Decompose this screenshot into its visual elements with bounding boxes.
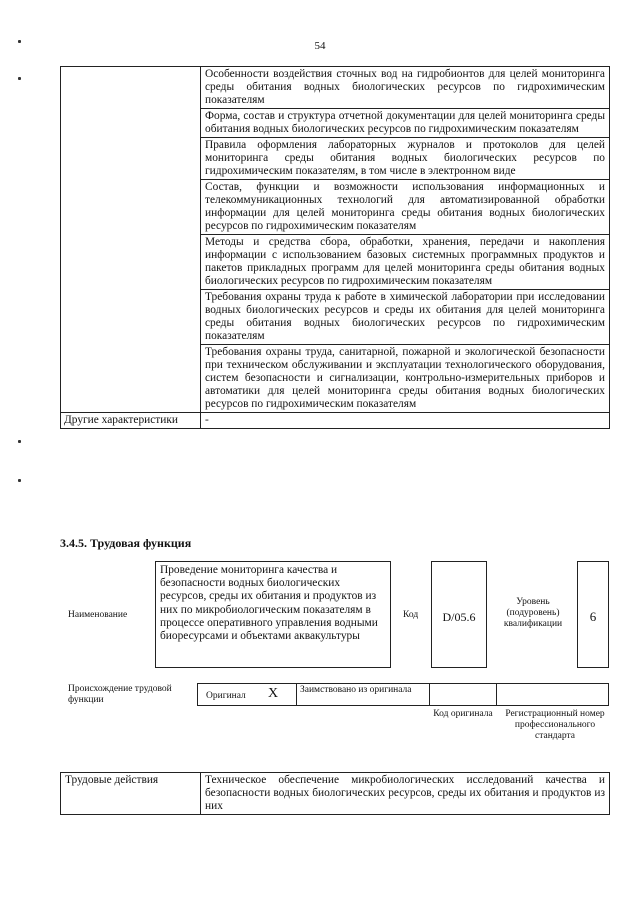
original-mark: X	[268, 686, 279, 701]
function-code-box: D/05.6	[431, 561, 487, 668]
original-label: Оригинал	[206, 691, 246, 701]
reg-number-cell	[496, 683, 609, 706]
table-cell: Форма, состав и структура отчетной документации для целей мониторинга среды обитания водных биологических ресурсов по гидрохимическим показателям	[201, 109, 610, 138]
table-row	[61, 413, 610, 429]
labor-actions-value: Техническое обеспечение микробиологических исследований качества и безопасности водных биологических ресурсов, среды их обитания и продуктов из них	[201, 773, 610, 815]
other-characteristics-value: -	[201, 413, 610, 429]
knowledge-table	[60, 66, 610, 429]
table-cell: Особенности воздействия сточных вод на гидробионтов для целей мониторинга среды обитания водных биологических ресурсов по гидрохимическим показателям	[201, 67, 610, 109]
scan-mark	[18, 440, 21, 443]
borrowed-label: Заимствовано из оригинала	[300, 685, 412, 695]
table-cell: Правила оформления лабораторных журналов и протоколов для целей мониторинга среды обитания водных биологических ресурсов по гидрохимическим показателям, в том числе в электронном виде	[201, 138, 610, 180]
labor-actions-table	[60, 772, 610, 815]
table-left-cell	[61, 67, 201, 413]
scan-mark	[18, 40, 21, 43]
section-title: 3.4.5. Трудовая функция	[60, 536, 192, 550]
function-name-box: Проведение мониторинга качества и безопасности водных биологических ресурсов, среды их обитания и продуктов из них по микробиологическим показателям в процессе оперативного управления водными биоресурсами и объектами аквакультуры	[155, 561, 391, 668]
code-label: Код	[403, 610, 419, 620]
scan-mark	[18, 77, 21, 80]
name-label: Наименование	[68, 610, 128, 620]
original-cell	[197, 683, 297, 706]
table-cell: Требования охраны труда к работе в химической лаборатории при исследовании водных биологических ресурсов и среды их обитания для целей мониторинга среды обитания водных биологических ресурсов по гидрохимическим показателям	[201, 290, 610, 345]
code-original-caption: Код оригинала	[433, 709, 493, 719]
labor-actions-label: Трудовые действия	[61, 773, 201, 815]
scan-mark	[18, 479, 21, 482]
qualification-level-box: 6	[577, 561, 609, 668]
reg-number-caption: Регистрационный номер профессионального стандарта	[505, 709, 605, 741]
page-number: 54	[314, 40, 326, 52]
level-label: Уровень (подуровень) квалификации	[503, 597, 563, 629]
borrowed-cell	[296, 683, 430, 706]
origin-label: Происхождение трудовой функции	[68, 684, 172, 705]
other-characteristics-label: Другие характеристики	[61, 413, 201, 429]
table-row	[61, 67, 610, 109]
table-cell: Методы и средства сбора, обработки, хранения, передачи и накопления информации с использованием базовых системных программных продуктов и пакетов прикладных программ для целей мониторинга среды обитания водных биологических ресурсов по гидрохимическим показателям	[201, 235, 610, 290]
table-row	[61, 773, 610, 815]
table-cell: Требования охраны труда, санитарной, пожарной и экологической безопасности при техническом обслуживании и эксплуатации технологического оборудования, систем безопасности и сигнализации, контрольно-измерительных приборов и автоматики для целей мониторинга среды обитания водных биологических ресурсов по гидрохимическим показателям	[201, 345, 610, 413]
code-original-cell	[429, 683, 497, 706]
table-cell: Состав, функции и возможности использования информационных и телекоммуникационных технологий для автоматизированной обработки информации для целей мониторинга среды обитания водных биологических ресурсов по гидрохимическим показателям	[201, 180, 610, 235]
